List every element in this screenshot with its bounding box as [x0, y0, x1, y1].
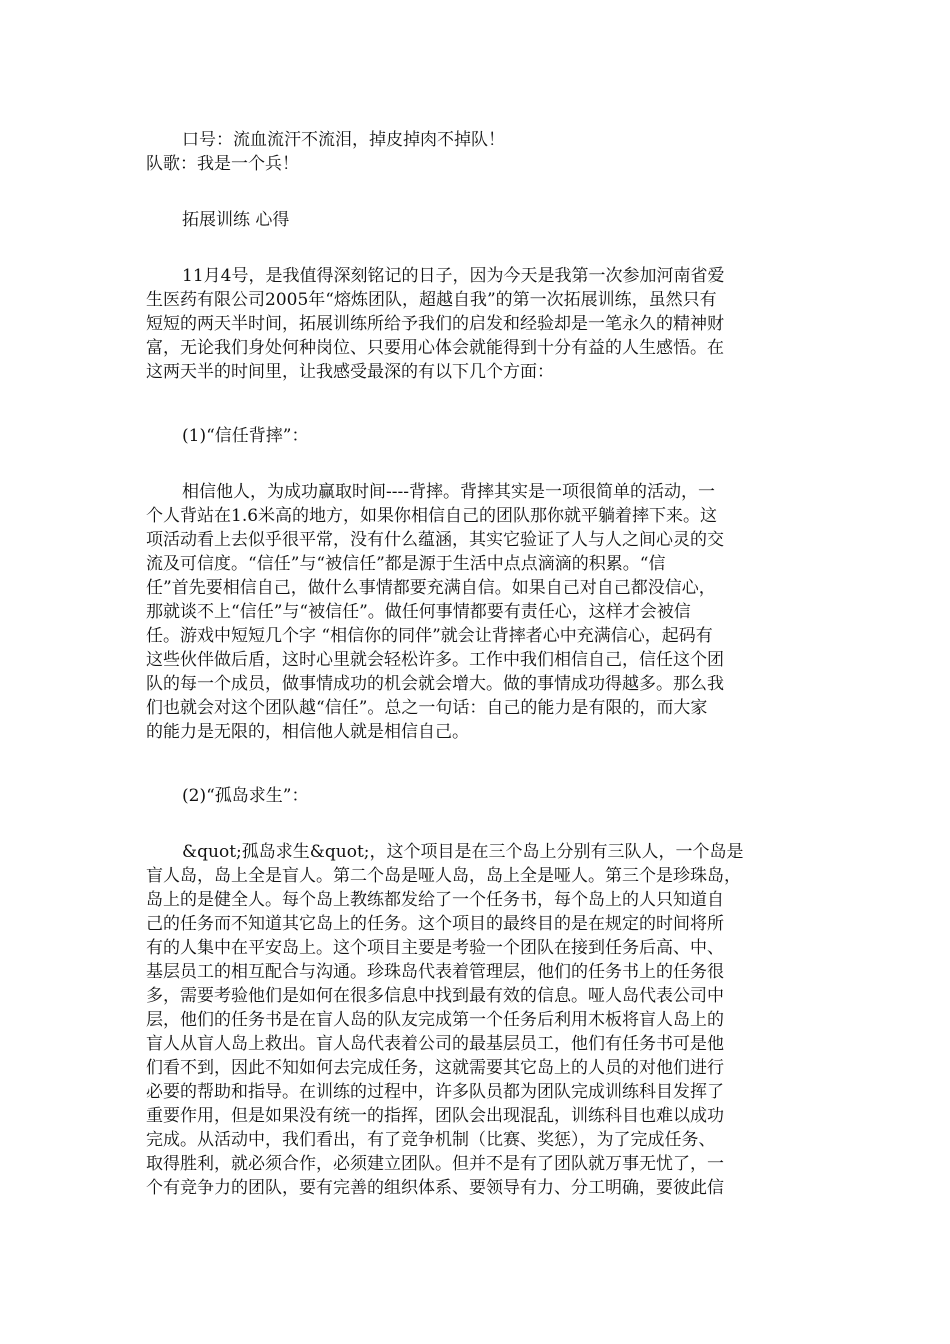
- paragraph-line: 必要的帮助和指导。在训练的过程中，许多队员都为团队完成训练科目发挥了: [146, 1082, 724, 1102]
- section-title: 拓展训练 心得: [182, 210, 290, 230]
- paragraph-line: 取得胜利，就必须合作，必须建立团队。但并不是有了团队就万事无忧了，一: [146, 1154, 724, 1174]
- paragraph-line: &quot;孤岛求生&quot;，这个项目是在三个岛上分别有三队人，一个岛是: [182, 842, 744, 862]
- intro-line: 这两天半的时间里，让我感受最深的有以下几个方面：: [146, 362, 554, 382]
- paragraph-line: 那就谈不上“信任”与“被信任”。做任何事情都要有责任心，这样才会被信: [146, 602, 691, 622]
- paragraph-line: 重要作用，但是如果没有统一的指挥，团队会出现混乱，训练科目也难以成功: [146, 1106, 724, 1126]
- paragraph-line: 们看不到，因此不知如何去完成任务，这就需要其它岛上的人员的对他们进行: [146, 1058, 724, 1078]
- paragraph-line: 相信他人，为成功赢取时间----背摔。背摔其实是一项很简单的活动，一: [182, 482, 715, 502]
- intro-paragraph: [146, 264, 804, 384]
- paragraph-line: 有的人集中在平安岛上。这个项目主要是考验一个团队在接到任务后高、中、: [146, 938, 724, 958]
- paragraph-line: 们也就会对这个团队越“信任”。总之一句话：自己的能力是有限的，而大家: [146, 698, 708, 718]
- paragraph-line: 岛上的是健全人。每个岛上教练都发给了一个任务书，每个岛上的人只知道自: [146, 890, 724, 910]
- paragraph-line: 盲人岛，岛上全是盲人。第二个岛是哑人岛，岛上全是哑人。第三个是珍珠岛，: [146, 866, 741, 886]
- paragraph-line: 个有竞争力的团队，要有完善的组织体系、要领导有力、分工明确，要彼此信: [146, 1178, 724, 1198]
- paragraph-line: 己的任务而不知道其它岛上的任务。这个项目的最终目的是在规定的时间将所: [146, 914, 724, 934]
- island-survival-paragraph: [146, 840, 804, 1200]
- slogan-line: 口号：流血流汗不流泪，掉皮掉肉不掉队！: [182, 130, 505, 150]
- paragraph-line: 流及可信度。“信任”与“被信任”都是源于生活中点点滴滴的积累。“信: [146, 554, 666, 574]
- paragraph-line: 队的每一个成员，做事情成功的机会就会增大。做的事情成功得越多。那么我: [146, 674, 724, 694]
- paragraph-line: 多，需要考验他们是如何在很多信息中找到最有效的信息。哑人岛代表公司中: [146, 986, 724, 1006]
- paragraph-line: 项活动看上去似乎很平常，没有什么蕴涵，其实它验证了人与人之间心灵的交: [146, 530, 724, 550]
- team-song-line: 队歌：我是一个兵！: [146, 154, 299, 174]
- paragraph-line: 基层员工的相互配合与沟通。珍珠岛代表着管理层，他们的任务书上的任务很: [146, 962, 724, 982]
- paragraph-line: 层，他们的任务书是在盲人岛的队友完成第一个任务后利用木板将盲人岛上的: [146, 1010, 724, 1030]
- trust-fall-paragraph: [146, 480, 804, 744]
- intro-line: 短短的两天半时间，拓展训练所给予我们的启发和经验却是一笔永久的精神财: [146, 314, 724, 334]
- intro-line: 富，无论我们身处何种岗位、只要用心体会就能得到十分有益的人生感悟。在: [146, 338, 724, 358]
- paragraph-line: 盲人从盲人岛上救出。盲人岛代表着公司的最基层员工，他们有任务书可是他: [146, 1034, 724, 1054]
- paragraph-line: 这些伙伴做后盾，这时心里就会轻松许多。工作中我们相信自己，信任这个团: [146, 650, 724, 670]
- intro-line: 生医药有限公司2005年“熔炼团队，超越自我”的第一次拓展训练，虽然只有: [146, 290, 717, 310]
- heading-trust-fall: (1)“信任背摔”：: [182, 426, 309, 446]
- paragraph-line: 任”首先要相信自己，做什么事情都要充满自信。如果自己对自己都没信心，: [146, 578, 716, 598]
- paragraph-line: 的能力是无限的，相信他人就是相信自己。: [146, 722, 469, 742]
- intro-line: 11月4号，是我值得深刻铭记的日子，因为今天是我第一次参加河南省爱: [182, 266, 725, 286]
- heading-island-survival: (2)“孤岛求生”：: [182, 786, 309, 806]
- paragraph-line: 完成。从活动中，我们看出，有了竞争机制（比赛、奖惩），为了完成任务、: [146, 1130, 716, 1150]
- paragraph-line: 任。游戏中短短几个字 “相信你的同伴”就会让背摔者心中充满信心，起码有: [146, 626, 713, 646]
- paragraph-line: 个人背站在1.6米高的地方，如果你相信自己的团队那你就平躺着摔下来。这: [146, 506, 718, 526]
